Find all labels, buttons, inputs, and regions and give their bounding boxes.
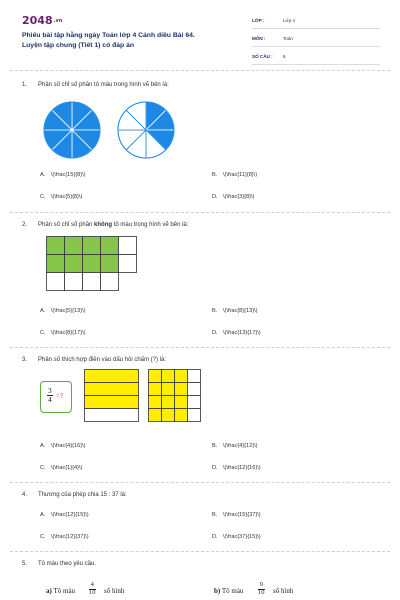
grid-cell	[101, 237, 119, 255]
question-text: Phân số chỉ số phần tô màu trong hình vẽ bên là:	[38, 82, 169, 88]
question-number: 3.	[22, 357, 28, 363]
grid-cell	[175, 370, 188, 383]
option-text: \(\frac{15}{8}\)	[51, 172, 86, 178]
meta-count-label: SỐ CÂU :	[252, 54, 273, 59]
meta-subject-row	[252, 33, 380, 47]
option-text: \(\frac{11}{8}\)	[223, 172, 258, 178]
grid-cell	[149, 383, 162, 396]
option-letter: C.	[40, 465, 46, 471]
option-2c[interactable]	[40, 330, 86, 336]
strip-row	[85, 383, 139, 396]
option-text: \(\frac{15}{37}\)	[223, 512, 261, 518]
grid-cell	[149, 409, 162, 422]
option-text: \(\frac{8}{13}\)	[223, 308, 258, 314]
question-divider	[10, 551, 390, 552]
grid-cell	[149, 370, 162, 383]
option-4b[interactable]	[212, 512, 261, 518]
grid-cell	[175, 383, 188, 396]
question-2	[22, 222, 188, 228]
strip-row	[85, 409, 139, 422]
option-text: \(\frac{5}{8}\)	[51, 194, 83, 200]
option-3c[interactable]	[40, 465, 82, 471]
option-letter: B.	[212, 308, 218, 314]
fraction-box	[40, 381, 72, 413]
question-1	[22, 82, 169, 88]
question-text: Tô màu theo yêu cầu.	[38, 561, 97, 567]
grid-figure	[46, 236, 140, 292]
option-letter: C.	[40, 534, 46, 540]
title-line-1: Phiếu bài tập hằng ngày Toán lớp 4 Cánh diều Bài 64.	[22, 32, 195, 39]
fraction-numerator: 3	[48, 386, 52, 395]
question-mark-suffix: =?	[56, 392, 64, 400]
question-divider	[10, 347, 390, 348]
option-letter: A.	[40, 172, 46, 178]
grid-cell	[65, 255, 83, 273]
task-prefix: Tô màu	[53, 587, 76, 595]
option-2a[interactable]	[40, 308, 86, 314]
grid-cell	[101, 273, 119, 291]
option-4d[interactable]	[212, 534, 261, 540]
header-divider	[10, 70, 390, 71]
grid-cell	[188, 396, 201, 409]
option-text: \(\frac{8}{17}\)	[51, 330, 86, 336]
option-3d[interactable]	[212, 465, 261, 471]
option-text: \(\frac{12}{15}\)	[51, 512, 89, 518]
fraction-three-quarters	[47, 387, 53, 403]
option-3b[interactable]	[212, 443, 258, 449]
option-letter: D.	[212, 465, 218, 471]
title-line-2: Luyện tập chung (Tiết 1) có đáp án	[22, 42, 135, 49]
option-letter: A.	[40, 308, 46, 314]
option-text: \(\frac{3}{8}\)	[223, 194, 255, 200]
meta-count-row	[252, 51, 380, 65]
question-divider	[10, 482, 390, 483]
grid-cell	[175, 396, 188, 409]
grid-cell	[83, 237, 101, 255]
task-5a	[46, 587, 75, 595]
question-text-before: Phân số chỉ số phần	[38, 222, 95, 228]
task-label: a)	[46, 587, 52, 595]
option-letter: D.	[212, 534, 218, 540]
option-letter: C.	[40, 330, 46, 336]
grid-cell	[119, 255, 137, 273]
question-number: 4.	[22, 492, 28, 498]
fraction-denominator: 10	[258, 588, 265, 596]
brand-suffix: .vn	[53, 18, 63, 24]
option-3a[interactable]	[40, 443, 86, 449]
question-5	[22, 561, 96, 567]
strip-row	[85, 370, 139, 383]
question-3	[22, 357, 166, 363]
grid-cell	[188, 370, 201, 383]
task-5b-suffix: số hình	[273, 587, 294, 595]
brand-name: 2048	[22, 14, 53, 27]
option-text: \(\frac{4}{12}\)	[223, 443, 258, 449]
option-letter: B.	[212, 443, 218, 449]
grid-cell	[162, 396, 175, 409]
question-4	[22, 492, 127, 498]
grid-cell	[149, 396, 162, 409]
question-divider	[10, 212, 390, 213]
option-text: \(\frac{37}{15}\)	[223, 534, 261, 540]
fraction-denominator: 4	[48, 394, 52, 404]
meta-class-value: Lớp 4	[283, 18, 295, 23]
question-number: 1.	[22, 82, 28, 88]
grid-cell	[188, 383, 201, 396]
option-2b[interactable]	[212, 308, 258, 314]
question-text: Phân số thích hợp điền vào dấu hỏi chấm (?) là:	[38, 357, 167, 363]
task-label: b)	[214, 587, 221, 595]
option-4a[interactable]	[40, 512, 89, 518]
option-1c[interactable]	[40, 194, 82, 200]
option-text: \(\frac{4}{16}\)	[51, 443, 86, 449]
option-letter: D.	[212, 194, 218, 200]
grid-cell	[65, 273, 83, 291]
option-text: \(\frac{13}{17}\)	[223, 330, 261, 336]
option-letter: C.	[40, 194, 46, 200]
option-1a[interactable]	[40, 172, 86, 178]
option-letter: A.	[40, 512, 46, 518]
option-4c[interactable]	[40, 534, 89, 540]
option-text: \(\frac{5}{13}\)	[51, 308, 86, 314]
question-text-bold: không	[94, 222, 113, 228]
grid-cell	[162, 370, 175, 383]
option-letter: A.	[40, 443, 46, 449]
option-1b[interactable]	[212, 172, 257, 178]
meta-class-row	[252, 15, 380, 29]
task-5b	[214, 587, 243, 595]
grid-cell	[175, 409, 188, 422]
meta-class-label: LỚP :	[252, 18, 265, 23]
option-text: \(\frac{12}{16}\)	[223, 465, 261, 471]
task-prefix: Tô màu	[221, 587, 244, 595]
meta-subject-label: MÔN :	[252, 36, 266, 41]
meta-fields	[252, 15, 380, 69]
strip-row	[85, 396, 139, 409]
task-5a-suffix: số hình	[104, 587, 125, 595]
meta-subject-value: Toán	[283, 36, 293, 41]
question-number: 2.	[22, 222, 28, 228]
grid-cell	[47, 237, 65, 255]
grid-cell	[119, 237, 137, 255]
fraction-denominator: 10	[89, 588, 96, 596]
rect-grids-figure	[84, 369, 204, 425]
grid-cell	[65, 237, 83, 255]
grid-cell	[101, 255, 119, 273]
option-letter: B.	[212, 172, 218, 178]
question-text: Thương của phép chia 15 : 37 là:	[38, 492, 127, 498]
option-2d[interactable]	[212, 330, 261, 336]
task-5a-fraction	[89, 582, 96, 596]
question-text-after: tô màu trong hình vẽ bên là:	[112, 222, 189, 228]
grid-cell	[47, 273, 65, 291]
option-letter: B.	[212, 512, 218, 518]
brand-logo[interactable]	[22, 14, 62, 27]
grid-cell	[162, 409, 175, 422]
fraction-numerator: 9	[259, 581, 263, 588]
pie-figure	[40, 98, 180, 162]
grid-cell	[83, 255, 101, 273]
grid-cell	[83, 273, 101, 291]
grid-cell	[188, 409, 201, 422]
option-text: \(\frac{1}{4}\)	[51, 465, 83, 471]
question-number: 5.	[22, 561, 28, 567]
worksheet-title	[22, 31, 252, 51]
task-5b-fraction	[258, 582, 265, 596]
option-letter: D.	[212, 330, 218, 336]
meta-count-value: 8	[283, 54, 286, 59]
fraction-numerator: 4	[90, 581, 94, 588]
option-1d[interactable]	[212, 194, 254, 200]
option-text: \(\frac{12}{37}\)	[51, 534, 89, 540]
grid-cell	[162, 383, 175, 396]
grid-cell	[47, 255, 65, 273]
